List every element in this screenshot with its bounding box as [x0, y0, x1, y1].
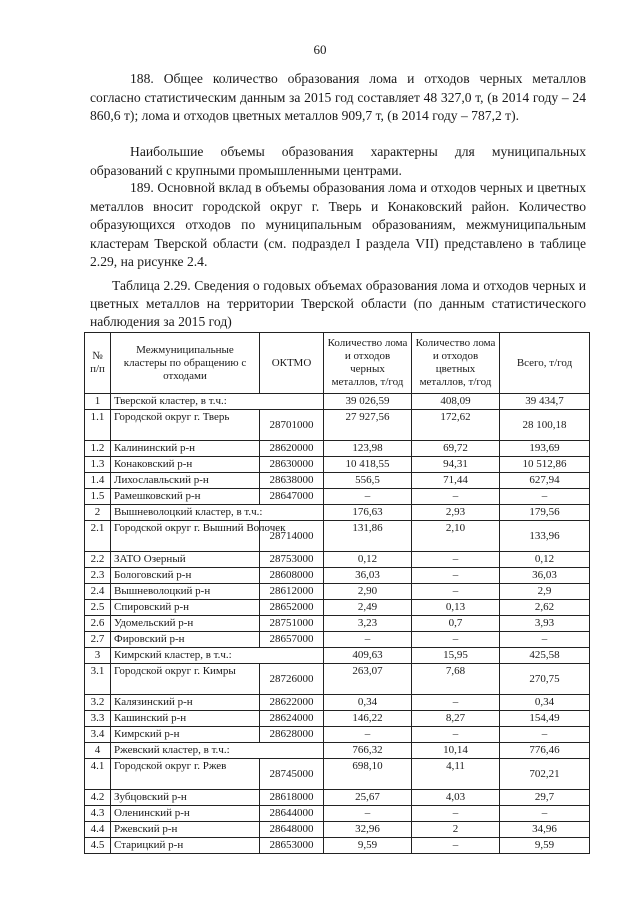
cell-oktmo: 28620000 — [260, 441, 324, 457]
cell-oktmo: 28638000 — [260, 473, 324, 489]
cell-num: 2.2 — [85, 552, 111, 568]
cell-num: 4.4 — [85, 822, 111, 838]
table-row — [85, 552, 590, 568]
cell-ferrous: – — [324, 489, 412, 505]
cell-cluster-name: Ржевский кластер, в т.ч.: — [111, 743, 324, 759]
cell-num: 2.7 — [85, 632, 111, 648]
cell-cluster-name: Тверской кластер, в т.ч.: — [111, 394, 324, 410]
cell-num: 4.3 — [85, 806, 111, 822]
table-body — [85, 394, 590, 854]
cell-nonferrous: 94,31 — [412, 457, 500, 473]
cell-total: 193,69 — [500, 441, 590, 457]
table-row — [85, 457, 590, 473]
table-row — [85, 441, 590, 457]
cell-nonferrous: 69,72 — [412, 441, 500, 457]
cell-name: Вышневолоцкий р-н — [111, 584, 260, 600]
cell-num: 1.3 — [85, 457, 111, 473]
cell-ferrous: 27 927,56 — [324, 410, 412, 441]
cell-total: – — [500, 727, 590, 743]
cell-oktmo: 28612000 — [260, 584, 324, 600]
cell-ferrous: – — [324, 632, 412, 648]
paragraph-note: Наибольшие объемы образования характерны для муниципальных образований с крупными промышленными центрами. — [90, 144, 586, 178]
cell-ferrous: 766,32 — [324, 743, 412, 759]
paragraph-188: 188. Общее количество образования лома и отходов черных металлов согласно статистическим данным за 2015 год составляет 48 327,0 т, (в 2014 году – 24 860,6 т); лома и отходов цветных металлов 909,7 т, (в 2014 году – 787,2 т). — [90, 71, 586, 123]
cell-total: 776,46 — [500, 743, 590, 759]
cell-oktmo: 28652000 — [260, 600, 324, 616]
cell-oktmo: 28630000 — [260, 457, 324, 473]
cell-name: Рамешковский р-н — [111, 489, 260, 505]
cell-name: Городской округ г. Кимры — [111, 664, 260, 695]
cell-ferrous: 123,98 — [324, 441, 412, 457]
cell-oktmo: 28753000 — [260, 552, 324, 568]
cell-nonferrous: – — [412, 632, 500, 648]
cell-oktmo: 28745000 — [260, 759, 324, 790]
cell-nonferrous: 2,93 — [412, 505, 500, 521]
cell-num: 1.5 — [85, 489, 111, 505]
cell-num: 4 — [85, 743, 111, 759]
cell-name: Лихославльский р-н — [111, 473, 260, 489]
table-row — [85, 664, 590, 695]
table-row — [85, 632, 590, 648]
cell-oktmo: 28714000 — [260, 521, 324, 552]
cell-name: Зубцовский р-н — [111, 790, 260, 806]
cell-num: 2.1 — [85, 521, 111, 552]
cell-num: 2.3 — [85, 568, 111, 584]
cell-total: 2,9 — [500, 584, 590, 600]
cell-nonferrous: 15,95 — [412, 648, 500, 664]
cell-ferrous: 36,03 — [324, 568, 412, 584]
page-number: 60 — [313, 42, 327, 57]
cell-total: 425,58 — [500, 648, 590, 664]
cell-oktmo: 28653000 — [260, 838, 324, 854]
cell-nonferrous: 0,7 — [412, 616, 500, 632]
cell-cluster-name: Кимрский кластер, в т.ч.: — [111, 648, 324, 664]
cell-num: 2.4 — [85, 584, 111, 600]
cell-ferrous: 25,67 — [324, 790, 412, 806]
cell-name: Городской округ г. Тверь — [111, 410, 260, 441]
cell-name: Старицкий р-н — [111, 838, 260, 854]
cell-name: Бологовский р-н — [111, 568, 260, 584]
cell-total: 702,21 — [500, 759, 590, 790]
cell-name: ЗАТО Озерный — [111, 552, 260, 568]
cell-total: 10 512,86 — [500, 457, 590, 473]
cell-total: 133,96 — [500, 521, 590, 552]
cell-nonferrous: 2,10 — [412, 521, 500, 552]
table-row — [85, 727, 590, 743]
cell-oktmo: 28726000 — [260, 664, 324, 695]
table-row — [85, 838, 590, 854]
table-row — [85, 806, 590, 822]
table-row — [85, 410, 590, 441]
cell-oktmo: 28622000 — [260, 695, 324, 711]
table-row — [85, 822, 590, 838]
table-row — [85, 584, 590, 600]
cell-nonferrous: 71,44 — [412, 473, 500, 489]
cell-total: 2,62 — [500, 600, 590, 616]
cell-ferrous: 39 026,59 — [324, 394, 412, 410]
cell-ferrous: 10 418,55 — [324, 457, 412, 473]
cell-oktmo: 28657000 — [260, 632, 324, 648]
cell-total: 9,59 — [500, 838, 590, 854]
cell-ferrous: 32,96 — [324, 822, 412, 838]
cell-total: 36,03 — [500, 568, 590, 584]
table-row — [85, 489, 590, 505]
header-oktmo: ОКТМО — [260, 333, 324, 394]
cell-name: Ржевский р-н — [111, 822, 260, 838]
cell-num: 4.5 — [85, 838, 111, 854]
cell-cluster-name: Вышневолоцкий кластер, в т.ч.: — [111, 505, 324, 521]
header-total: Всего, т/год — [500, 333, 590, 394]
cell-total: – — [500, 489, 590, 505]
cell-ferrous: 9,59 — [324, 838, 412, 854]
header-cluster: Межмуниципальные кластеры по обращению с отходами — [111, 333, 260, 394]
cell-num: 3.1 — [85, 664, 111, 695]
table-row — [85, 648, 590, 664]
cell-nonferrous: 7,68 — [412, 664, 500, 695]
cell-nonferrous: – — [412, 552, 500, 568]
table-row — [85, 600, 590, 616]
cell-num: 1.1 — [85, 410, 111, 441]
paragraph-189: 189. Основной вклад в объемы образования лома и отходов черных и цветных металлов вносит городской округ г. Тверь и Конаковский район. Количество образующихся отходов по муниципальным образованиям, межмуниципальным кластерам Тверской области (см. подраздел I раздела VII) представлено в таблице 2.29, на рисунке 2.4. — [90, 180, 586, 269]
cell-num: 4.1 — [85, 759, 111, 790]
cell-name: Удомельский р-н — [111, 616, 260, 632]
cell-oktmo: 28751000 — [260, 616, 324, 632]
cell-nonferrous: 0,13 — [412, 600, 500, 616]
cell-oktmo: 28618000 — [260, 790, 324, 806]
cell-total: 0,12 — [500, 552, 590, 568]
table-caption: Таблица 2.29. Сведения о годовых объемах образования лома и отходов черных и цветных металлов на территории Тверской области (по данным статистического наблюдения за 2015 год) — [90, 278, 586, 329]
cell-total: 28 100,18 — [500, 410, 590, 441]
table-row — [85, 790, 590, 806]
cell-total: 34,96 — [500, 822, 590, 838]
cell-name: Городской округ г. Вышний Волочек — [111, 521, 260, 552]
cell-name: Спировский р-н — [111, 600, 260, 616]
cell-ferrous: 0,34 — [324, 695, 412, 711]
table-row — [85, 521, 590, 552]
cell-nonferrous: – — [412, 838, 500, 854]
cell-ferrous: 2,49 — [324, 600, 412, 616]
cell-ferrous: – — [324, 727, 412, 743]
cell-num: 3 — [85, 648, 111, 664]
table-row — [85, 568, 590, 584]
cell-name: Кимрский р-н — [111, 727, 260, 743]
cell-ferrous: 176,63 — [324, 505, 412, 521]
cell-name: Кашинский р-н — [111, 711, 260, 727]
cell-ferrous: 2,90 — [324, 584, 412, 600]
table-row — [85, 394, 590, 410]
cell-nonferrous: – — [412, 727, 500, 743]
cell-nonferrous: 4,11 — [412, 759, 500, 790]
cell-nonferrous: 408,09 — [412, 394, 500, 410]
cell-nonferrous: 172,62 — [412, 410, 500, 441]
cell-total: 270,75 — [500, 664, 590, 695]
cell-num: 3.4 — [85, 727, 111, 743]
cell-ferrous: 263,07 — [324, 664, 412, 695]
cell-nonferrous: – — [412, 695, 500, 711]
cell-name: Конаковский р-н — [111, 457, 260, 473]
cell-name: Калязинский р-н — [111, 695, 260, 711]
cell-oktmo: 28624000 — [260, 711, 324, 727]
cell-total: 154,49 — [500, 711, 590, 727]
table-row — [85, 505, 590, 521]
cell-oktmo: 28648000 — [260, 822, 324, 838]
cell-ferrous: 0,12 — [324, 552, 412, 568]
cell-name: Калининский р-н — [111, 441, 260, 457]
cell-total: 3,93 — [500, 616, 590, 632]
cell-num: 2.6 — [85, 616, 111, 632]
table-row — [85, 711, 590, 727]
cell-ferrous: – — [324, 806, 412, 822]
cell-ferrous: 409,63 — [324, 648, 412, 664]
cell-oktmo: 28644000 — [260, 806, 324, 822]
cell-ferrous: 146,22 — [324, 711, 412, 727]
cell-num: 4.2 — [85, 790, 111, 806]
cell-nonferrous: – — [412, 568, 500, 584]
cell-num: 1.4 — [85, 473, 111, 489]
cell-total: 179,56 — [500, 505, 590, 521]
cell-nonferrous: – — [412, 489, 500, 505]
cell-nonferrous: – — [412, 806, 500, 822]
cell-ferrous: 698,10 — [324, 759, 412, 790]
table-row — [85, 473, 590, 489]
cell-total: 627,94 — [500, 473, 590, 489]
cell-oktmo: 28701000 — [260, 410, 324, 441]
table-row — [85, 743, 590, 759]
metals-waste-table — [84, 332, 590, 854]
cell-ferrous: 131,86 — [324, 521, 412, 552]
cell-oktmo: 28628000 — [260, 727, 324, 743]
cell-num: 3.3 — [85, 711, 111, 727]
cell-total: 39 434,7 — [500, 394, 590, 410]
cell-total: – — [500, 806, 590, 822]
cell-num: 1.2 — [85, 441, 111, 457]
table-row — [85, 759, 590, 790]
header-nonferrous: Количество лома и отходов цветных металлов, т/год — [412, 333, 500, 394]
cell-nonferrous: 8,27 — [412, 711, 500, 727]
cell-oktmo: 28608000 — [260, 568, 324, 584]
header-ferrous: Количество лома и отходов черных металлов, т/год — [324, 333, 412, 394]
cell-num: 3.2 — [85, 695, 111, 711]
cell-name: Фировский р-н — [111, 632, 260, 648]
cell-nonferrous: 10,14 — [412, 743, 500, 759]
cell-total: 0,34 — [500, 695, 590, 711]
cell-total: 29,7 — [500, 790, 590, 806]
cell-total: – — [500, 632, 590, 648]
cell-oktmo: 28647000 — [260, 489, 324, 505]
cell-nonferrous: 4,03 — [412, 790, 500, 806]
cell-nonferrous: – — [412, 584, 500, 600]
header-num: № п/п — [85, 333, 111, 394]
table-row — [85, 695, 590, 711]
cell-name: Городской округ г. Ржев — [111, 759, 260, 790]
table-row — [85, 616, 590, 632]
cell-num: 2 — [85, 505, 111, 521]
table-header-row — [85, 333, 590, 394]
cell-num: 1 — [85, 394, 111, 410]
cell-num: 2.5 — [85, 600, 111, 616]
cell-nonferrous: 2 — [412, 822, 500, 838]
cell-name: Оленинский р-н — [111, 806, 260, 822]
cell-ferrous: 556,5 — [324, 473, 412, 489]
cell-ferrous: 3,23 — [324, 616, 412, 632]
